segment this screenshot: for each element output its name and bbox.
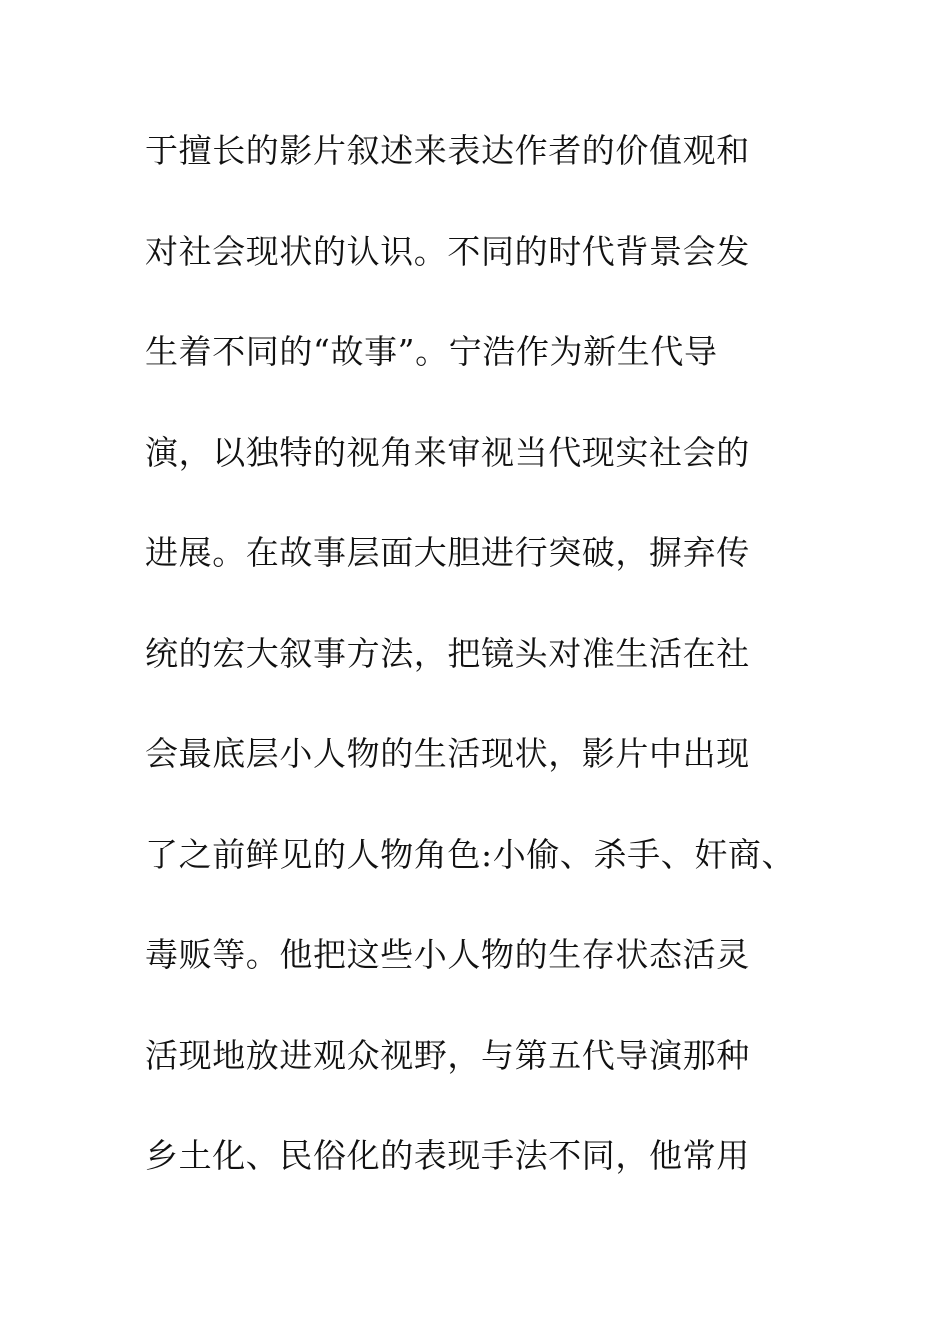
text-line: 演，以独特的视角来审视当代现实社会的 — [145, 432, 750, 472]
text-line: 了之前鲜见的人物角色:小偷、杀手、奸商、 — [145, 834, 796, 874]
text-line: 对社会现状的认识。不同的时代背景会发 — [145, 231, 750, 271]
text-line: 毒贩等。他把这些小人物的生存状态活灵 — [145, 935, 750, 974]
text-line: 统的宏大叙事方法，把镜头对准生活在社 — [145, 633, 750, 673]
text-line: 乡土化、民俗化的表现手法不同，他常用 — [145, 1136, 750, 1175]
text-line: 生着不同的“故事”。宁浩作为新生代导 — [145, 332, 718, 371]
body-text — [145, 124, 845, 1230]
text-line: 会最底层小人物的生活现状，影片中出现 — [145, 734, 750, 773]
text-line: 活现地放进观众视野，与第五代导演那种 — [145, 1035, 750, 1075]
text-line: 进展。在故事层面大胆进行突破，摒弃传 — [145, 533, 750, 572]
text-line: 于擅长的影片叙述来表达作者的价值观和 — [145, 131, 750, 170]
